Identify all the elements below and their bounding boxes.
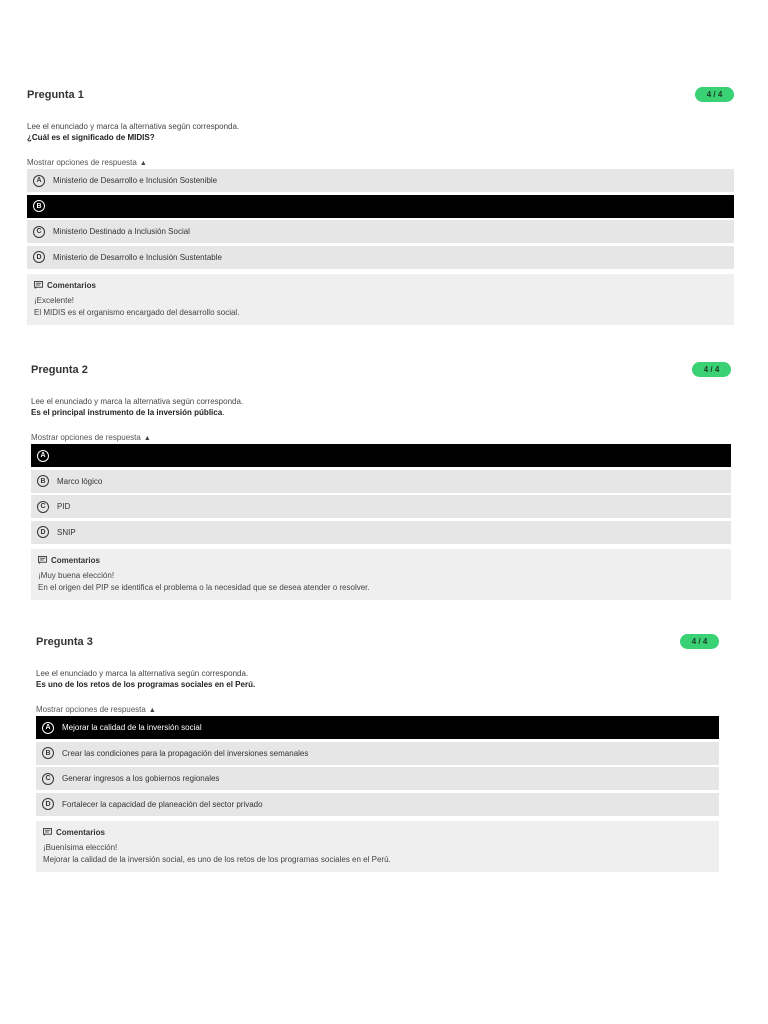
comment-line: Mejorar la calidad de la inversión social, es uno de los retos de los programas sociales en el Perú. xyxy=(43,854,391,864)
option-d[interactable] xyxy=(27,246,734,269)
answer-options xyxy=(27,169,734,269)
option-b[interactable] xyxy=(31,470,731,493)
question-prompt-text: Es uno de los retos de los programas sociales en el Perú. xyxy=(36,680,256,689)
option-d[interactable] xyxy=(31,521,731,544)
option-a[interactable] xyxy=(31,444,731,467)
question-instruction: Lee el enunciado y marca la alternativa según corresponda. xyxy=(31,397,244,406)
comment-icon xyxy=(34,281,43,289)
option-text: Mejorar la calidad de la inversión social xyxy=(62,723,202,732)
option-text: Ministerio de Desarrollo e Inclusión Sustentable xyxy=(53,252,222,262)
comments-header xyxy=(34,281,727,290)
option-letter-b: B xyxy=(33,200,45,212)
question-prompt-text: ¿Cuál es el significado de MIDIS? xyxy=(27,133,155,142)
score-badge: 4 / 4 xyxy=(692,362,731,377)
comment-line: El MIDIS es el organismo encargado del desarrollo social. xyxy=(34,307,240,317)
comments-box xyxy=(36,821,719,872)
answer-options xyxy=(31,444,731,544)
comment-line: ¡Muy buena elección! xyxy=(38,570,115,580)
show-options-label: Mostrar opciones de respuesta xyxy=(27,158,137,167)
option-text: Crear las condiciones para la propagación del inversiones semanales xyxy=(62,748,309,758)
show-options-toggle[interactable] xyxy=(31,432,731,444)
comments-header xyxy=(38,556,724,565)
option-text: PID xyxy=(57,502,71,511)
question-1 xyxy=(27,87,734,325)
option-text: Ministerio de Desarrollo e Inclusión Sostenible xyxy=(53,176,218,185)
option-text: Ministerio Destinado a Inclusión Social xyxy=(53,227,190,236)
option-letter-c: C xyxy=(37,501,49,513)
chevron-up-icon: ▲ xyxy=(139,160,147,167)
comment-line: ¡Buenísima elección! xyxy=(43,842,118,852)
chevron-up-icon: ▲ xyxy=(143,435,151,442)
option-c[interactable] xyxy=(36,767,719,790)
comments-label: Comentarios xyxy=(56,827,105,837)
show-options-label: Mostrar opciones de respuesta xyxy=(36,705,146,714)
question-header xyxy=(27,87,734,107)
option-b[interactable] xyxy=(27,195,734,218)
option-letter-c: C xyxy=(33,226,45,238)
option-a[interactable] xyxy=(36,716,719,739)
comments-box xyxy=(27,274,734,325)
option-letter-b: B xyxy=(42,747,54,759)
show-options-label: Mostrar opciones de respuesta xyxy=(31,433,141,442)
comment-line: En el origen del PIP se identifica el problema o la necesidad que se desea atender o resolver. xyxy=(38,582,370,592)
option-letter-a: A xyxy=(37,450,49,462)
score-badge: 4 / 4 xyxy=(695,87,734,102)
option-c[interactable] xyxy=(31,495,731,518)
option-b[interactable] xyxy=(36,742,719,765)
option-text: Generar ingresos a los gobiernos regionales xyxy=(62,774,220,783)
option-text: Marco lógico xyxy=(57,476,103,486)
question-title: Pregunta 3 xyxy=(36,636,93,648)
question-instruction: Lee el enunciado y marca la alternativa según corresponda. xyxy=(27,122,240,131)
option-d[interactable] xyxy=(36,793,719,816)
question-header xyxy=(31,362,731,382)
question-2 xyxy=(31,362,731,600)
option-letter-c: C xyxy=(42,773,54,785)
comments-header xyxy=(43,828,712,837)
question-3 xyxy=(36,634,719,872)
comments-box xyxy=(31,549,731,600)
option-letter-a: A xyxy=(42,722,54,734)
option-a[interactable] xyxy=(27,169,734,192)
comment-icon xyxy=(43,828,52,836)
question-prompt xyxy=(27,132,734,143)
comment-line: ¡Excelente! xyxy=(34,295,75,305)
option-text: SNIP xyxy=(57,527,76,537)
question-prompt xyxy=(31,407,731,418)
comments-label: Comentarios xyxy=(47,280,96,290)
option-letter-d: D xyxy=(42,798,54,810)
question-instruction: Lee el enunciado y marca la alternativa según corresponda. xyxy=(36,669,249,678)
question-prompt xyxy=(36,679,719,690)
question-title: Pregunta 2 xyxy=(31,364,88,376)
option-letter-d: D xyxy=(33,251,45,263)
comments-label: Comentarios xyxy=(51,555,100,565)
option-text: Fortalecer la capacidad de planeación del sector privado xyxy=(62,799,263,809)
score-badge: 4 / 4 xyxy=(680,634,719,649)
option-letter-d: D xyxy=(37,526,49,538)
question-title: Pregunta 1 xyxy=(27,89,84,101)
chevron-up-icon: ▲ xyxy=(148,707,156,714)
question-prompt-tail: . xyxy=(222,408,225,417)
show-options-toggle[interactable] xyxy=(36,704,719,716)
answer-options xyxy=(36,716,719,816)
show-options-toggle[interactable] xyxy=(27,157,734,169)
option-c[interactable] xyxy=(27,220,734,243)
option-letter-a: A xyxy=(33,175,45,187)
question-prompt-text: Es el principal instrumento de la inversión pública xyxy=(31,408,223,417)
question-header xyxy=(36,634,719,654)
comment-icon xyxy=(38,556,47,564)
option-letter-b: B xyxy=(37,475,49,487)
